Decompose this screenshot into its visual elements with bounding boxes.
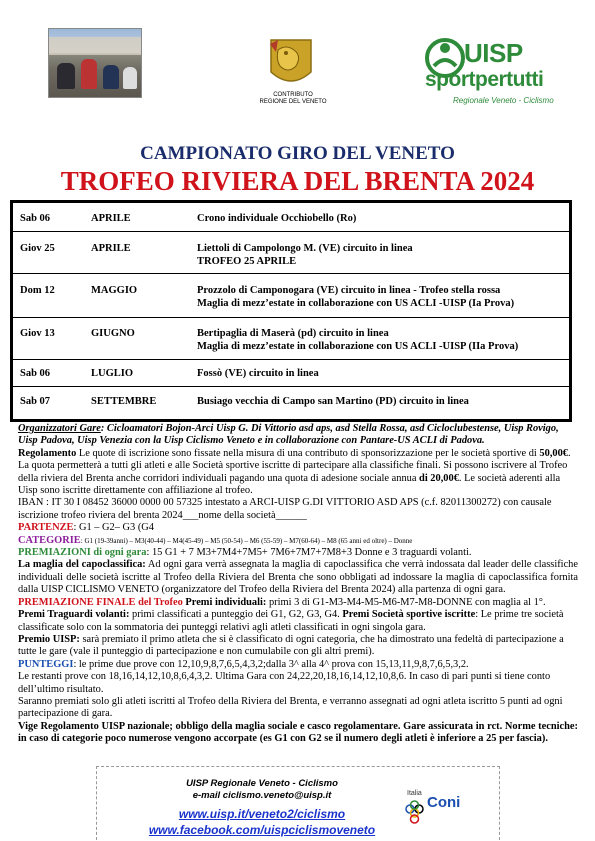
regulation-paragraph xyxy=(18,448,578,498)
table-row xyxy=(13,273,569,318)
categorie-label: CATEGORIE xyxy=(18,534,81,546)
uisp-slogan: sportpertutti xyxy=(425,68,544,91)
partenze-paragraph xyxy=(18,522,578,534)
race-day: Sab 07 xyxy=(20,396,51,407)
table-row xyxy=(13,231,569,274)
trophy-title: TROFEO RIVIERA DEL BRENTA 2024 xyxy=(60,166,535,196)
cyclists-photo xyxy=(48,28,142,98)
race-line: Crono individuale Occhiobello (Ro) xyxy=(197,213,357,224)
veneto-lion-emblem xyxy=(266,36,316,90)
regulation-text: Le quote di iscrizione sono fissate nella misura di una contributo di sponsorizzazione per le società sportive di xyxy=(76,447,540,459)
premio-uisp-paragraph xyxy=(18,634,578,659)
table-row xyxy=(13,386,569,420)
traguardi-text: primi classificati a punteggio dei G1, G2, G3, G4. xyxy=(129,609,340,621)
traguardi-paragraph xyxy=(18,609,578,634)
race-line: TROFEO 25 APRILE xyxy=(197,256,297,267)
regulation-label: Regolamento xyxy=(18,447,77,459)
coni-logo-icon xyxy=(403,785,467,829)
race-line: Maglia di mezz’estate in collaborazione con US ACLI -UISP (Ia Prova) xyxy=(197,298,515,309)
race-line: Prozzolo di Camponogara (VE) circuito in linea - Trofeo stella rossa xyxy=(197,285,501,296)
organizers-paragraph xyxy=(18,423,578,448)
finale-bold: Premi individuali: xyxy=(182,596,267,608)
maglia-text: Ad ogni gara verrà assegnata la maglia di capoclassifica che verrà indossata dal leader delle classifiche individuali delle società iscritte al Trofeo della Riviera del Brenta che sono obbligati ad indossare la maglia di capoclassifica fornita dalla UISP CICLISMO VENETO (organizzatore del Trofeo della Riviera del Brenta 2024) alla partenza di ogni gara. xyxy=(18,559,578,596)
footer-email: e-mail ciclismo.veneto@uisp.it xyxy=(192,790,332,801)
race-line: Busiago vecchia di Campo san Martino (PD) circuito in linea xyxy=(197,396,469,407)
rules-section xyxy=(18,423,578,746)
premio-uisp-text: sarà premiato il primo atleta che si è classificato di ogni categoria, che ha dimostrato una fedeltà di partecipazione a tutte le gare (vale il punteggio di partecipazione e non cumulabile con gli altri premi). xyxy=(18,633,564,658)
fee-amount: di 20,00€ xyxy=(419,472,459,484)
regulation-text: . Le società aderenti alla Uisp sono iscritte direttamente con affiliazione al trofeo. xyxy=(18,472,561,497)
race-month: LUGLIO xyxy=(91,368,134,379)
contrib-line2: REGIONE DEL VENETO xyxy=(259,99,327,105)
race-month: GIUGNO xyxy=(91,328,135,339)
maglia-paragraph xyxy=(18,559,578,596)
partenze-label: PARTENZE xyxy=(18,522,74,534)
uisp-brand: UISP xyxy=(464,38,523,68)
vige-paragraph: Vige Regolamento UISP nazionale; obbligo della maglia sociale e casco regolamentare. Gare assicurata in rct. Norme tecniche: in caso di categorie poco numerose vengono accorpate (es G1 con G2 se il numero degli atleti è inferiore a 25 per fascia). xyxy=(18,720,578,745)
race-day: Sab 06 xyxy=(20,213,51,224)
saranno-paragraph: Saranno premiati solo gli atleti iscritti al Trofeo della Riviera del Brenta, e verranno assegnati ad ogni atleta iscritto 5 punti ad ogni partecipazione di gara. xyxy=(18,695,563,720)
championship-title: CAMPIONATO GIRO DEL VENETO xyxy=(140,143,455,164)
societa-label: Premi Società sportive iscritte xyxy=(339,609,476,621)
race-line: Bertipaglia di Maserà (pd) circuito in linea xyxy=(197,328,389,339)
organizers-text: : Cicloamatori Bojon-Arci Uisp G. Di Vittorio asd aps, asd Stella Rossa, asd Cicloclubestense, Uisp Rovigo, Uisp Padova, Uisp Venezia con la Uisp Ciclismo Veneto e in collaborazione con Pantare-US ACLI di Padova. xyxy=(18,423,559,447)
race-day: Dom 12 xyxy=(20,285,55,296)
race-month: APRILE xyxy=(91,243,131,254)
premiazioni-label: PREMIAZIONI di ogni gara xyxy=(18,547,147,559)
punteggi-label: PUNTEGGI xyxy=(18,658,74,670)
coni-small-text: Italia xyxy=(407,790,422,797)
premiazioni-text: : 15 G1 + 7 M3+7M4+7M5+ 7M6+7M7+7M8+3 Donne e 3 traguardi volanti. xyxy=(146,547,472,559)
organizers-label: Organizzatori Gare xyxy=(18,423,101,434)
footer-org: UISP Regionale Veneto - Ciclismo xyxy=(186,778,338,789)
schedule-table xyxy=(10,200,572,422)
race-line: Liettoli di Campolongo M. (VE) circuito in linea xyxy=(197,243,413,254)
punteggi-paragraph xyxy=(18,659,578,671)
punteggi-text: : le prime due prove con 12,10,9,8,7,6,5,4,3,2;dalla 3^ alla 4^ prova con 15,13,11,9,8,7,6,5,3,2. xyxy=(73,658,469,670)
website-link[interactable]: www.uisp.it/veneto2/ciclismo xyxy=(178,807,346,821)
contrib-line1: CONTRIBUTO xyxy=(273,92,313,98)
race-month: APRILE xyxy=(91,213,131,224)
iban-paragraph: IBAN : IT 30 I 08452 36000 0000 00 57325 intestato a ARCI-UISP G.DI VITTORIO ASD APS (c.f. 82011300272) con causale iscrizione trofeo riviera del brenta 2024___nome della società______ xyxy=(18,497,552,521)
race-day: Sab 06 xyxy=(20,368,51,379)
partenze-text: : G1 – G2– G3 (G4 xyxy=(73,522,154,534)
footer-box xyxy=(96,766,500,840)
finale-paragraph xyxy=(18,597,578,609)
traguardi-label: Premi Traguardi volanti: xyxy=(18,609,130,621)
race-month: MAGGIO xyxy=(91,285,138,296)
race-line: Maglia di mezz’estate in collaborazione con US ACLI -UISP (IIa Prova) xyxy=(197,341,519,352)
categorie-text: : G1 (19-39anni) – M3(40-44) – M4(45-49) – M5 (50-54) – M6 (55-59) – M7(60-64) – M8 (65 anni ed oltre) – Donne xyxy=(80,536,413,545)
race-month: SETTEMBRE xyxy=(91,396,157,407)
table-row xyxy=(13,203,569,231)
contribution-label xyxy=(258,92,328,106)
fee-amount: 50,00€ xyxy=(539,447,568,459)
categorie-paragraph xyxy=(18,535,578,547)
uisp-region: Regionale Veneto - Ciclismo xyxy=(453,96,554,105)
restanti-paragraph: Le restanti prove con 18,16,14,12,10,8,6,4,3,2. Ultima Gara con 24,22,20,18,16,14,12,10,8,6. In caso di pari punti si tiene conto dell’ultimo risultato. xyxy=(18,671,551,695)
finale-text: primi 3 di G1-M3-M4-M5-M6-M7-M8-DONNE con maglia al 1°. xyxy=(266,596,546,608)
race-line: Fossò (VE) circuito in linea xyxy=(197,368,319,379)
regulation-text: . La quota permetterà a tutti gli atleti e alle Società sportive iscritte di partecipare alla classifiche finali. Si possono iscrivere al Trofeo della riviera del Brenta anche corridori individuali pagando una quota di adesione sociale annua xyxy=(18,447,571,484)
race-day: Giov 25 xyxy=(20,243,55,254)
table-row xyxy=(13,359,569,387)
footer-contact xyxy=(97,778,427,802)
coni-brand-text: Coni xyxy=(427,794,461,811)
finale-label: PREMIAZIONE FINALE del Trofeo xyxy=(18,596,183,608)
table-row xyxy=(13,317,569,360)
facebook-link[interactable]: www.facebook.com/uispciclismoveneto xyxy=(148,823,376,837)
societa-text: : Le prime tre società classificate solo con la sommatoria dei punteggi relativi agli atleti classificati in ogni singola gara. xyxy=(18,609,564,633)
premiazioni-paragraph xyxy=(18,547,578,559)
race-day: Giov 13 xyxy=(20,328,55,339)
premio-uisp-label: Premio UISP: xyxy=(18,633,80,645)
maglia-label: La maglia del capoclassifica: xyxy=(18,559,146,571)
